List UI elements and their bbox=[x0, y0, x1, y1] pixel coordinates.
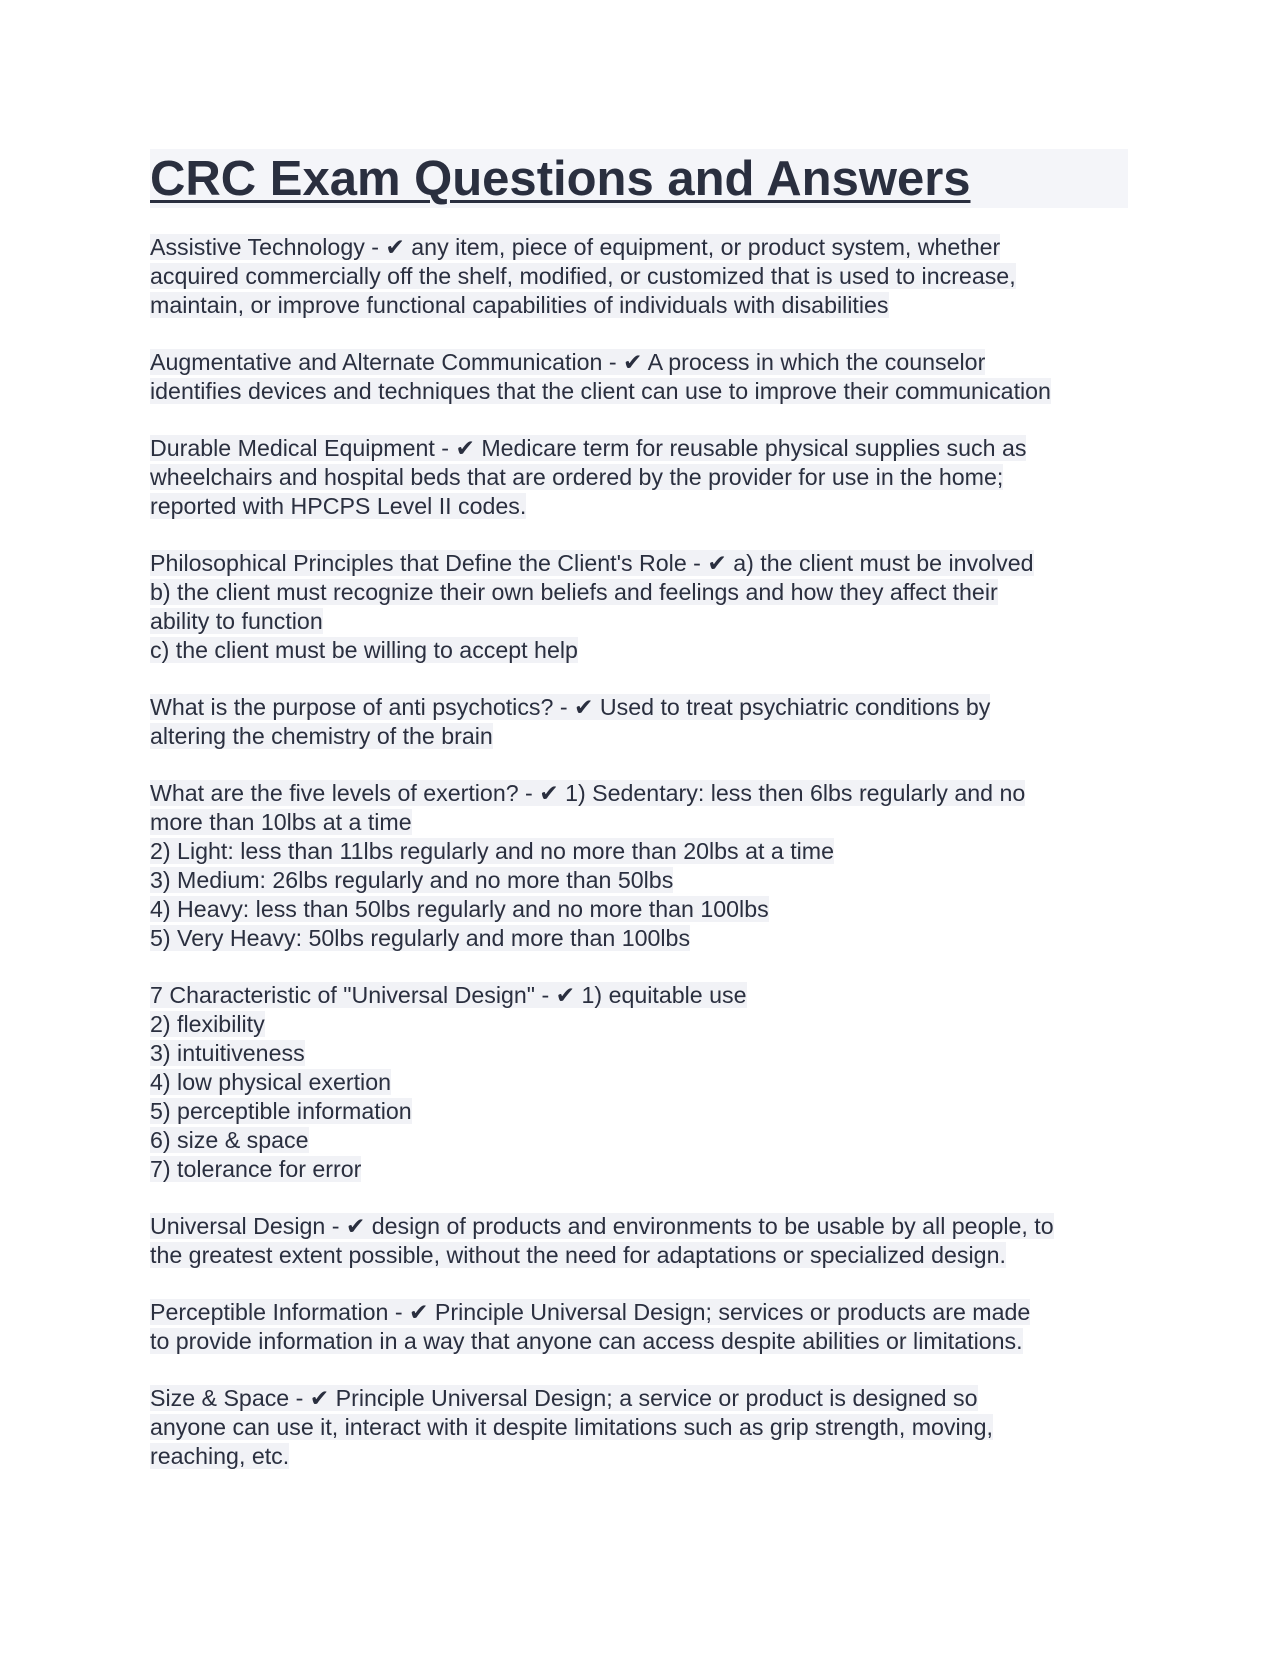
qa-entry-line-text: b) the client must recognize their own beliefs and feelings and how they affect their bbox=[150, 579, 998, 605]
qa-entry-line-text: 5) perceptible information bbox=[150, 1098, 412, 1124]
qa-entry-line bbox=[150, 578, 1128, 607]
qa-entry-line-text: anyone can use it, interact with it despite limitations such as grip strength, moving, bbox=[150, 1414, 993, 1440]
qa-entry-line-text: What are the five levels of exertion? - ✔ 1) Sedentary: less then 6lbs regularly and no bbox=[150, 780, 1026, 806]
qa-entry-line-text: What is the purpose of anti psychotics? - ✔ Used to treat psychiatric conditions by bbox=[150, 694, 991, 720]
qa-entry-line-text: 7) tolerance for error bbox=[150, 1156, 362, 1182]
qa-entry-line bbox=[150, 549, 1128, 578]
qa-entry bbox=[150, 1212, 1128, 1270]
qa-entry-line bbox=[150, 492, 1128, 521]
qa-entry-line bbox=[150, 1384, 1128, 1413]
title-band bbox=[150, 149, 1128, 208]
qa-entry bbox=[150, 693, 1128, 751]
qa-entry-line-text: reported with HPCPS Level II codes. bbox=[150, 493, 527, 519]
qa-entry bbox=[150, 549, 1128, 665]
qa-entry-line-text: Universal Design - ✔ design of products and environments to be usable by all people, to bbox=[150, 1213, 1054, 1239]
qa-entry-line bbox=[150, 233, 1128, 262]
qa-entry-line bbox=[150, 291, 1128, 320]
qa-entry-line bbox=[150, 1155, 1128, 1184]
qa-entry-line bbox=[150, 434, 1128, 463]
qa-entry bbox=[150, 233, 1128, 320]
qa-entry-line-text: c) the client must be willing to accept help bbox=[150, 637, 578, 663]
qa-entry-line bbox=[150, 348, 1128, 377]
qa-entry-line bbox=[150, 463, 1128, 492]
qa-entry bbox=[150, 981, 1128, 1184]
qa-entry-line-text: altering the chemistry of the brain bbox=[150, 723, 493, 749]
qa-entry-line bbox=[150, 924, 1128, 953]
qa-entry-line-text: 3) Medium: 26lbs regularly and no more than 50lbs bbox=[150, 867, 674, 893]
qa-entry-line bbox=[150, 1298, 1128, 1327]
qa-list bbox=[150, 233, 1128, 1471]
qa-entry-line bbox=[150, 1126, 1128, 1155]
qa-entry bbox=[150, 434, 1128, 521]
qa-entry-line bbox=[150, 1068, 1128, 1097]
qa-entry-line bbox=[150, 607, 1128, 636]
qa-entry-line bbox=[150, 1039, 1128, 1068]
qa-entry-line-text: acquired commercially off the shelf, modified, or customized that is used to increase, bbox=[150, 263, 1016, 289]
qa-entry-line bbox=[150, 981, 1128, 1010]
qa-entry-line-text: ability to function bbox=[150, 608, 323, 634]
qa-entry-line bbox=[150, 262, 1128, 291]
qa-entry-line bbox=[150, 837, 1128, 866]
qa-entry-line-text: 3) intuitiveness bbox=[150, 1040, 305, 1066]
qa-entry-line bbox=[150, 722, 1128, 751]
qa-entry-line-text: maintain, or improve functional capabilities of individuals with disabilities bbox=[150, 292, 889, 318]
qa-entry-line-text: Durable Medical Equipment - ✔ Medicare term for reusable physical supplies such as bbox=[150, 435, 1027, 461]
qa-entry-line-text: Philosophical Principles that Define the Client's Role - ✔ a) the client must be involved bbox=[150, 550, 1034, 576]
qa-entry-line bbox=[150, 1212, 1128, 1241]
qa-entry-line bbox=[150, 636, 1128, 665]
qa-entry-line bbox=[150, 1010, 1128, 1039]
qa-entry bbox=[150, 1298, 1128, 1356]
qa-entry-line-text: 2) flexibility bbox=[150, 1011, 265, 1037]
qa-entry-line bbox=[150, 1413, 1128, 1442]
qa-entry-line-text: to provide information in a way that anyone can access despite abilities or limitations. bbox=[150, 1328, 1023, 1354]
document-page bbox=[150, 149, 1128, 1499]
qa-entry bbox=[150, 779, 1128, 953]
qa-entry-line bbox=[150, 1327, 1128, 1356]
qa-entry-line bbox=[150, 1097, 1128, 1126]
qa-entry-line bbox=[150, 377, 1128, 406]
qa-entry-line bbox=[150, 895, 1128, 924]
qa-entry bbox=[150, 1384, 1128, 1471]
qa-entry-line bbox=[150, 693, 1128, 722]
qa-entry-line-text: 7 Characteristic of "Universal Design" - ✔ 1) equitable use bbox=[150, 982, 747, 1008]
qa-entry-line-text: 6) size & space bbox=[150, 1127, 309, 1153]
qa-entry bbox=[150, 348, 1128, 406]
qa-entry-line bbox=[150, 808, 1128, 837]
qa-entry-line-text: 2) Light: less than 11lbs regularly and no more than 20lbs at a time bbox=[150, 838, 834, 864]
qa-entry-line bbox=[150, 1241, 1128, 1270]
document-title: CRC Exam Questions and Answers bbox=[150, 152, 971, 206]
qa-entry-line-text: wheelchairs and hospital beds that are ordered by the provider for use in the home; bbox=[150, 464, 1004, 490]
qa-entry-line-text: the greatest extent possible, without the need for adaptations or specialized design. bbox=[150, 1242, 1006, 1268]
qa-entry-line-text: Augmentative and Alternate Communication - ✔ A process in which the counselor bbox=[150, 349, 986, 375]
qa-entry-line bbox=[150, 866, 1128, 895]
qa-entry-line-text: Perceptible Information - ✔ Principle Universal Design; services or products are made bbox=[150, 1299, 1031, 1325]
qa-entry-line-text: 4) Heavy: less than 50lbs regularly and no more than 100lbs bbox=[150, 896, 769, 922]
qa-entry-line-text: Size & Space - ✔ Principle Universal Design; a service or product is designed so bbox=[150, 1385, 978, 1411]
qa-entry-line-text: 5) Very Heavy: 50lbs regularly and more than 100lbs bbox=[150, 925, 691, 951]
qa-entry-line bbox=[150, 1442, 1128, 1471]
qa-entry-line-text: 4) low physical exertion bbox=[150, 1069, 392, 1095]
qa-entry-line-text: identifies devices and techniques that the client can use to improve their communication bbox=[150, 378, 1051, 404]
qa-entry-line-text: Assistive Technology - ✔ any item, piece of equipment, or product system, whether bbox=[150, 234, 1001, 260]
qa-entry-line-text: more than 10lbs at a time bbox=[150, 809, 412, 835]
qa-entry-line bbox=[150, 779, 1128, 808]
qa-entry-line-text: reaching, etc. bbox=[150, 1443, 290, 1469]
